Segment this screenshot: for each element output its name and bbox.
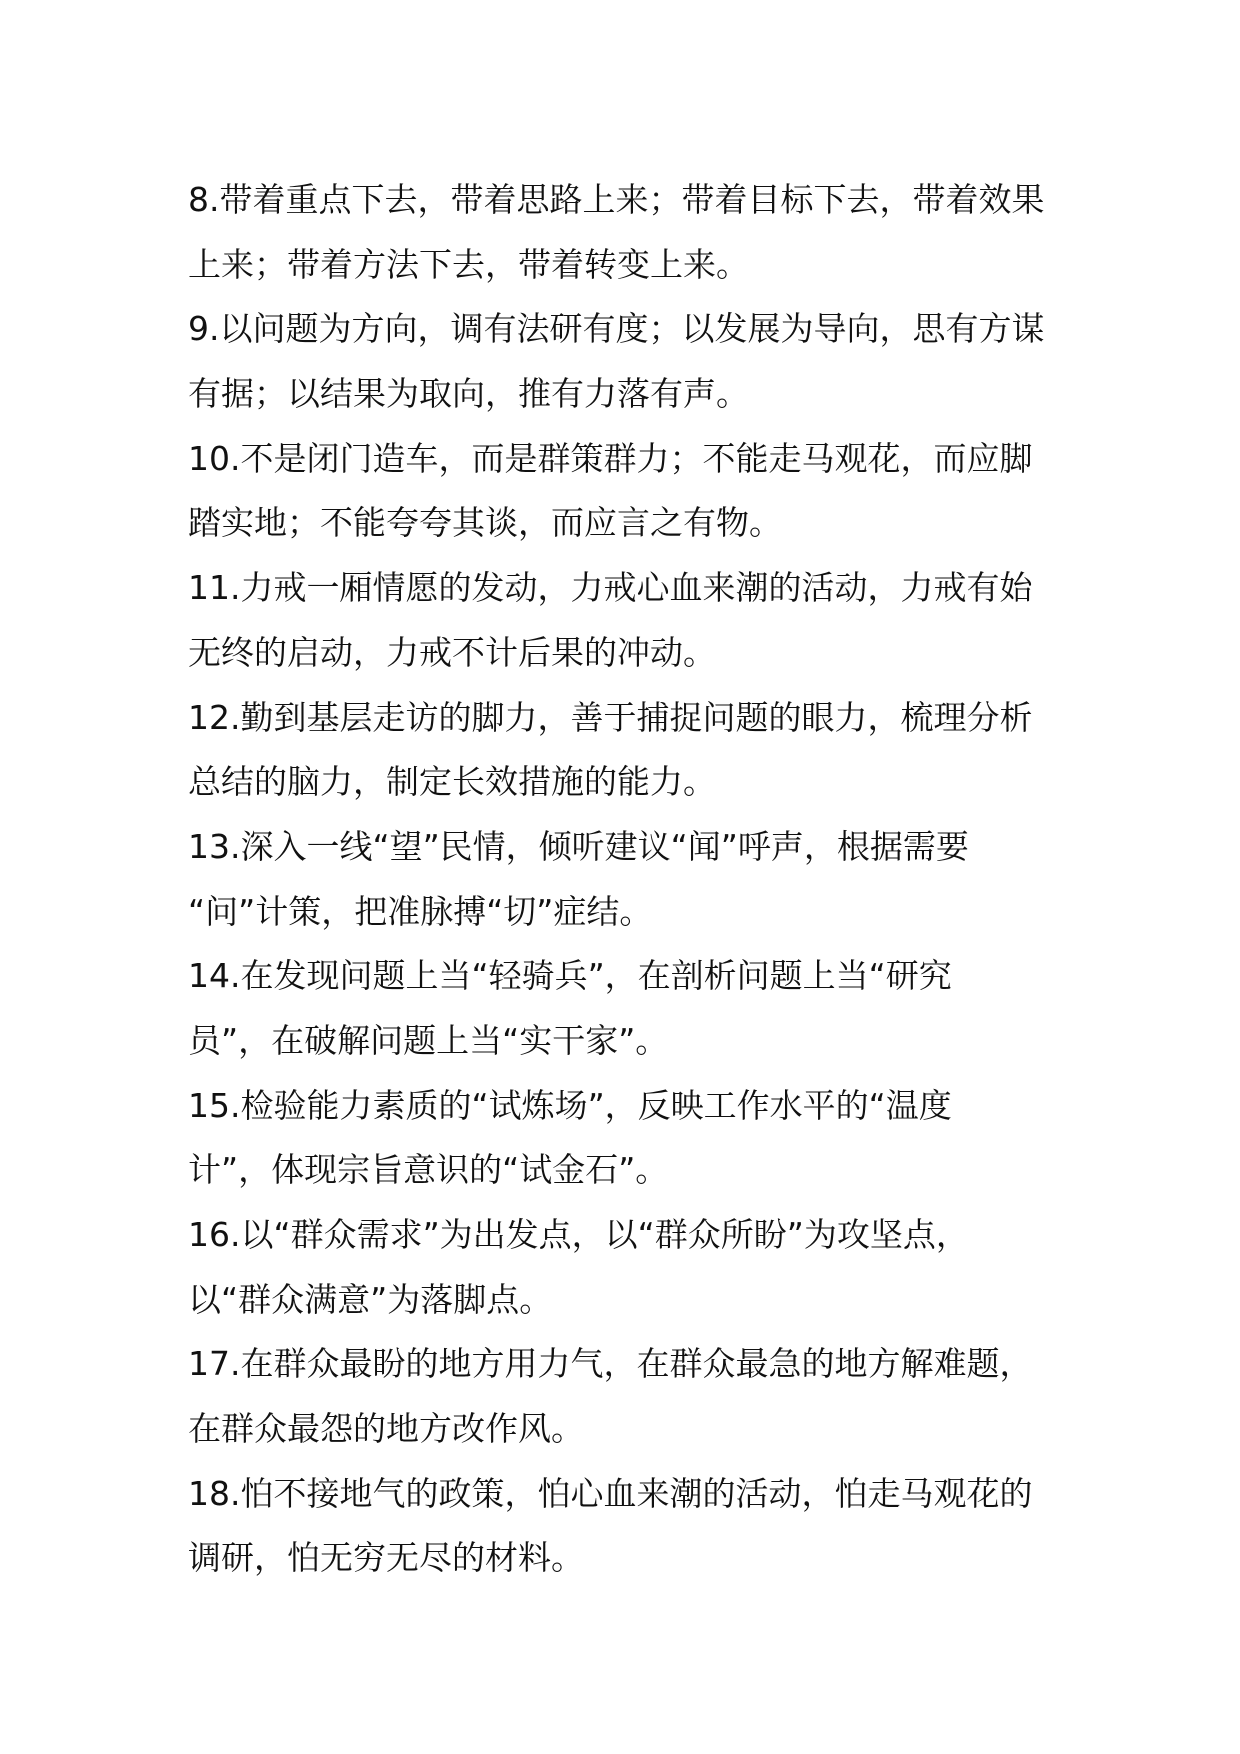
text-line: 无终的启动，力戒不计后果的冲动。: [188, 632, 716, 672]
text-line: 13.深入一线“望”民情，倾听建议“闻”呼声，根据需要: [188, 826, 969, 866]
text-line: 在群众最怨的地方改作风。: [188, 1409, 584, 1449]
text-line: “问”计策，把准脉搏“切”症结。: [188, 891, 653, 931]
text-line: 12.勤到基层走访的脚力，善于捕捉问题的眼力，梳理分析: [188, 697, 1033, 737]
text-line: 调研，怕无穷无尽的材料。: [188, 1538, 584, 1578]
text-line: 11.力戒一厢情愿的发动，力戒心血来潮的活动，力戒有始: [188, 568, 1033, 608]
document-body: [188, 168, 1078, 1591]
text-line: 上来；带着方法下去，带着转变上来。: [188, 244, 749, 284]
text-line: 15.检验能力素质的“试炼场”，反映工作水平的“温度: [188, 1085, 952, 1125]
text-line: 总结的脑力，制定长效措施的能力。: [188, 762, 716, 802]
text-line: 员”，在破解问题上当“实干家”。: [188, 1020, 669, 1060]
text-line: 18.怕不接地气的政策，怕心血来潮的活动，怕走马观花的: [188, 1473, 1033, 1513]
text-line: 踏实地；不能夸夸其谈，而应言之有物。: [188, 503, 782, 543]
text-line: 10.不是闭门造车，而是群策群力；不能走马观花，而应脚: [188, 438, 1033, 478]
text-line: 14.在发现问题上当“轻骑兵”，在剖析问题上当“研究: [188, 956, 952, 996]
text-line: 17.在群众最盼的地方用力气，在群众最急的地方解难题，: [188, 1344, 1033, 1384]
text-line: 16.以“群众需求”为出发点，以“群众所盼”为攻坚点，: [188, 1215, 969, 1254]
text-line: 计”，体现宗旨意识的“试金石”。: [188, 1150, 669, 1190]
text-line: 8.带着重点下去，带着思路上来；带着目标下去，带着效果: [188, 180, 1045, 219]
text-line: 以“群众满意”为落脚点。: [188, 1279, 553, 1319]
text-line: 9.以问题为方向，调有法研有度；以发展为导向，思有方谋: [188, 309, 1045, 349]
text-line: 有据；以结果为取向，推有力落有声。: [188, 374, 749, 414]
